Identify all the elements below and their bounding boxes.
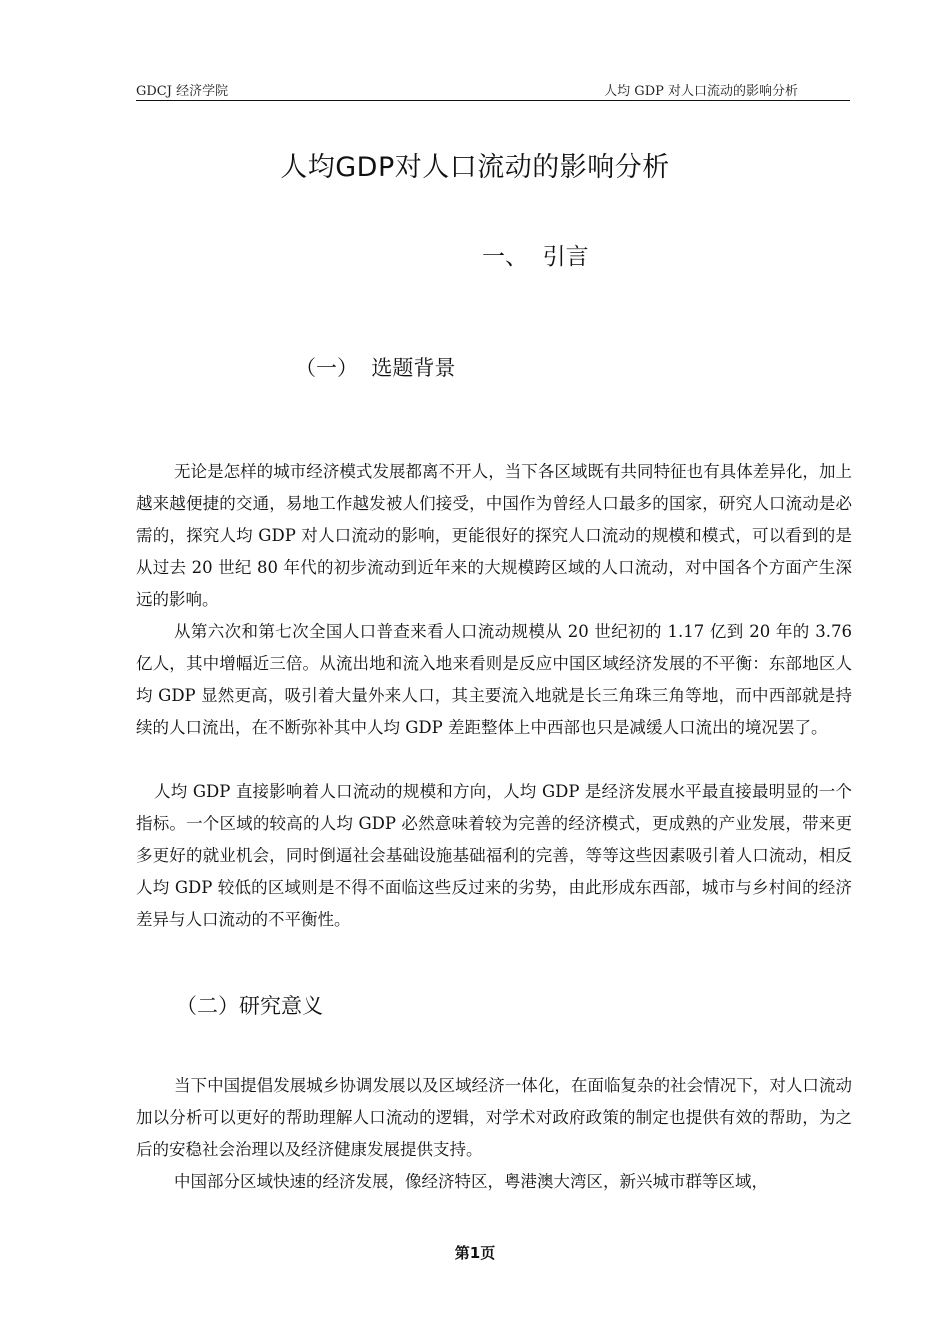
document-title: 人均GDP对人口流动的影响分析 [280, 152, 670, 183]
paragraph-significance-2: 中国部分区域快速的经济发展，像经济特区，粤港澳大湾区，新兴城市群等区域， [174, 1172, 768, 1191]
header-doc-title: 人均 GDP 对人口流动的影响分析 [604, 84, 798, 99]
header-rule [136, 100, 850, 101]
paragraph-background-1: 无论是怎样的城市经济模式发展都离不开人，当下各区域既有共同特征也有具体差异化，加上越来越便捷的交通，易地工作越发被人们接受，中国作为曾经人口最多的国家，研究人口流动是必需的，探究人均 GDP 对人口流动的影响，更能很好的探究人口流动的规模和模式，可以看到的是从过去 20 世纪 80 年代的初步流动到近年来的大规模跨区域的人口流动，对中国各个方面产生深远的影响。 [136, 462, 852, 609]
paragraph-significance-1: 当下中国提倡发展城乡协调发展以及区域经济一体化，在面临复杂的社会情况下，对人口流动加以分析可以更好的帮助理解人口流动的逻辑，对学术对政府政策的制定也提供有效的帮助，为之后的安稳社会治理以及经济健康发展提供支持。 [136, 1076, 852, 1159]
page-header [136, 78, 850, 100]
paragraph-background-3: 人均 GDP 直接影响着人口流动的规模和方向，人均 GDP 是经济发展水平最直接最明显的一个指标。一个区域的较高的人均 GDP 必然意味着较为完善的经济模式，更成熟的产业发展，带来更多更好的就业机会，同时倒逼社会基础设施基础福利的完善，等等这些因素吸引着人口流动，相反人均 GDP 较低的区域则是不得不面临这些反过来的劣势，由此形成东西部，城市与乡村间的经济差异与人口流动的不平衡性。 [136, 782, 852, 929]
subsection-heading-significance: （二）研究意义 [176, 994, 323, 1018]
header-institution: GDCJ 经济学院 [136, 84, 229, 99]
subsection-heading-background: （一） 选题背景 [295, 356, 456, 380]
section-heading-introduction: 一、 引言 [482, 244, 589, 270]
paragraph-background-2: 从第六次和第七次全国人口普查来看人口流动规模从 20 世纪初的 1.17 亿到 20 年的 3.76 亿人，其中增幅近三倍。从流出地和流入地来看则是反应中国区域经济发展的不平衡：东部地区人均 GDP 显然更高，吸引着大量外来人口，其主要流入地就是长三角珠三角等地，而中西部就是持续的人口流出，在不断弥补其中人均 GDP 差距整体上中西部也只是减缓人口流出的境况罢了。 [136, 622, 852, 737]
page-number: 第1页 [454, 1244, 496, 1262]
